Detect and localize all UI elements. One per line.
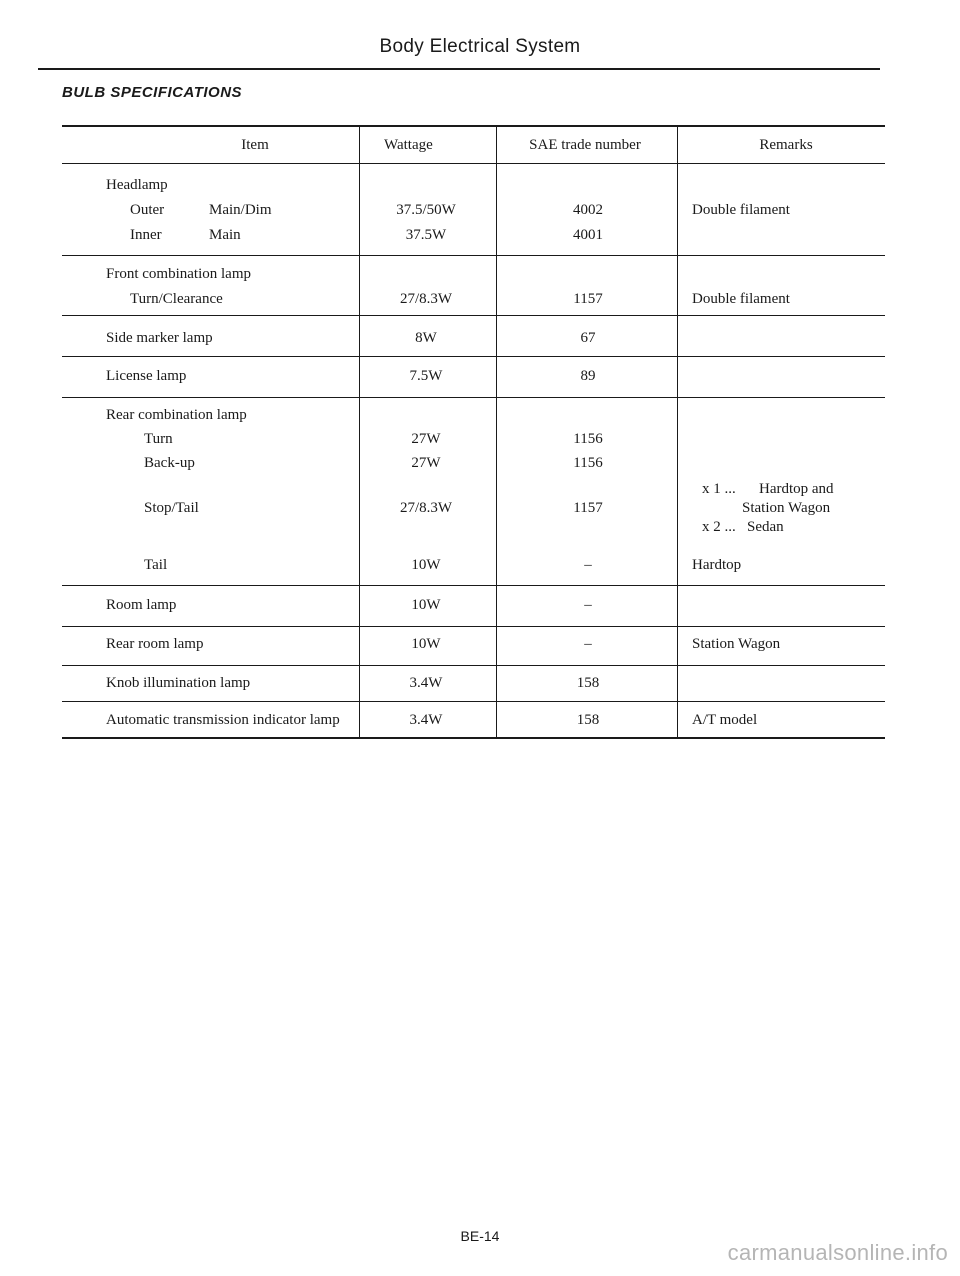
sae-knob: 158 — [576, 675, 600, 691]
remark-at-indicator: A/T model — [692, 712, 758, 728]
table-top-rule — [62, 125, 885, 127]
row-rule — [62, 701, 885, 702]
item-headlamp-outer: Outer — [130, 202, 165, 218]
col-header-sae: SAE trade number — [529, 137, 641, 153]
watermark: carmanualsonline.info — [727, 1240, 948, 1265]
wattage-rear-tail: 10W — [411, 557, 441, 573]
wattage-knob: 3.4W — [409, 675, 443, 691]
remark-rear-tail: Hardtop — [692, 557, 742, 573]
row-rule — [62, 665, 885, 666]
wattage-rear-room: 10W — [411, 636, 441, 652]
wattage-rear-turn: 27W — [411, 431, 441, 447]
col-rule — [359, 125, 360, 738]
sae-headlamp-inner: 4001 — [573, 227, 603, 243]
item-headlamp: Headlamp — [106, 177, 168, 193]
sae-headlamp-outer: 4002 — [573, 202, 603, 218]
item-rear-backup: Back-up — [144, 455, 195, 471]
sae-rear-backup: 1156 — [573, 455, 603, 471]
sae-rear-room: – — [584, 636, 592, 652]
sae-front-combination: 1157 — [573, 291, 603, 307]
item-room: Room lamp — [106, 597, 177, 613]
header-rule — [38, 68, 880, 70]
remark-x1-text2: Station Wagon — [742, 500, 831, 516]
remark-x2-text: Sedan — [747, 519, 784, 535]
row-rule — [62, 397, 885, 398]
wattage-front-combination: 27/8.3W — [399, 291, 453, 307]
sae-room: – — [584, 597, 592, 613]
section-title: BULB SPECIFICATIONS — [62, 84, 243, 101]
row-rule — [62, 315, 885, 316]
col-header-wattage: Wattage — [384, 137, 433, 153]
item-knob: Knob illumination lamp — [106, 675, 251, 691]
sae-at-indicator: 158 — [576, 712, 600, 728]
header-bottom-rule — [62, 163, 885, 164]
row-rule — [62, 356, 885, 357]
row-rule — [62, 626, 885, 627]
item-headlamp-inner-mode: Main — [209, 227, 241, 243]
item-side-marker: Side marker lamp — [106, 330, 213, 346]
item-headlamp-inner: Inner — [130, 227, 162, 243]
page-number: BE-14 — [460, 1228, 500, 1244]
col-rule — [496, 125, 497, 738]
wattage-at-indicator: 3.4W — [409, 712, 443, 728]
sae-license: 89 — [580, 368, 596, 384]
item-front-combination-sub: Turn/Clearance — [130, 291, 223, 307]
item-license: License lamp — [106, 368, 187, 384]
sae-rear-stoptail: 1157 — [573, 500, 603, 516]
table-bottom-rule — [62, 737, 885, 739]
wattage-license: 7.5W — [409, 368, 443, 384]
sae-rear-tail: – — [584, 557, 592, 573]
item-rear-room: Rear room lamp — [106, 636, 204, 652]
wattage-rear-backup: 27W — [411, 455, 441, 471]
wattage-headlamp-outer: 37.5/50W — [396, 202, 456, 218]
item-rear-combination: Rear combination lamp — [106, 407, 247, 423]
wattage-room: 10W — [411, 597, 441, 613]
row-rule — [62, 585, 885, 586]
item-rear-tail: Tail — [144, 557, 168, 573]
wattage-headlamp-inner: 37.5W — [405, 227, 447, 243]
remark-front-combination: Double filament — [692, 291, 790, 307]
item-rear-turn: Turn — [144, 431, 173, 447]
bulb-spec-table — [62, 125, 885, 738]
remark-x1-marker: x 1 ... — [702, 481, 736, 497]
remark-rear-room: Station Wagon — [692, 636, 781, 652]
sae-side-marker: 67 — [580, 330, 596, 346]
item-at-indicator: Automatic transmission indicator lamp — [106, 712, 340, 728]
col-header-item: Item — [241, 137, 269, 153]
row-rule — [62, 255, 885, 256]
page-header: Body Electrical System — [379, 36, 581, 57]
wattage-side-marker: 8W — [415, 330, 437, 346]
item-rear-stoptail: Stop/Tail — [144, 500, 199, 516]
col-header-remarks: Remarks — [759, 137, 813, 153]
sae-rear-turn: 1156 — [573, 431, 603, 447]
item-front-combination: Front combination lamp — [106, 266, 251, 282]
wattage-rear-stoptail: 27/8.3W — [399, 500, 453, 516]
col-rule — [677, 125, 678, 738]
remark-x2-marker: x 2 ... — [702, 519, 736, 535]
item-headlamp-outer-mode: Main/Dim — [209, 202, 272, 218]
remark-headlamp-outer: Double filament — [692, 202, 790, 218]
remark-x1-text1: Hardtop and — [759, 481, 834, 497]
